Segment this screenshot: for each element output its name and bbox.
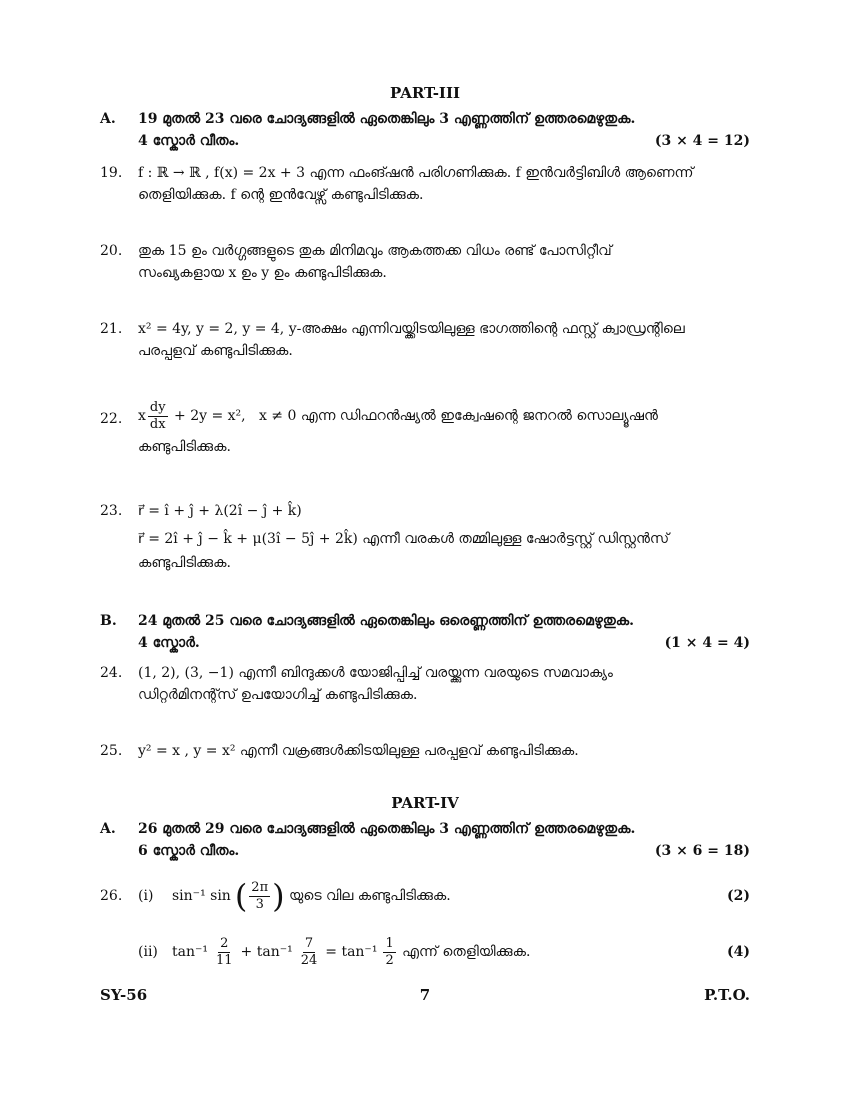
sub-question-label: (i): [138, 888, 154, 904]
line-equation-2: r⃗ = 2î + ĵ − k̂ + μ(3î − 5ĵ + 2k̂): [138, 531, 358, 547]
question-text: എന്ന് തെളിയിക്കുക.: [397, 944, 531, 960]
part-iii-section-b: [100, 610, 750, 658]
question-number: 24.: [100, 665, 123, 681]
fraction-numerator: dy: [149, 399, 166, 415]
question-text: എന്ന ഡിഫറൻഷ്യൽ ഇക്വേഷന്റെ ജനറൽ സൊല്യൂഷൻ: [296, 408, 658, 424]
part-iii-section-a: [100, 108, 750, 156]
question-26-ii: [100, 928, 750, 976]
section-label: A.: [100, 821, 116, 837]
section-instruction: 26 മുതൽ 29 വരെ ചോദ്യങ്ങളിൽ ഏതെങ്കിലും 3 എണ്ണത്തിന് ഉത്തരമെഴുതുക.: [138, 821, 636, 837]
section-instruction: 24 മുതൽ 25 വരെ ചോദ്യങ്ങളിൽ ഏതെങ്കിലും ഒരെണ്ണത്തിന് ഉത്തരമെഴുതുക.: [138, 613, 634, 629]
question-number: 19.: [100, 165, 123, 181]
curve-equations: y² = x , y = x²: [138, 743, 236, 759]
question-text: (1, 2), (3, −1) എന്നീ ബിന്ദുക്കൾ യോജിപ്പിച്ച് വരയ്ക്കുന്ന വരയുടെ സമവാക്യം: [138, 665, 613, 681]
question-text: കണ്ടുപിടിക്കുക.: [138, 439, 231, 455]
fraction-denominator: 24: [300, 952, 318, 968]
question-19: [100, 162, 750, 210]
part-iv-title: PART-IV: [391, 794, 459, 812]
derivative-fraction: [148, 400, 168, 433]
question-text: കണ്ടുപിടിക്കുക.: [138, 555, 231, 571]
question-text: യുടെ വില കണ്ടുപിടിക്കുക.: [284, 888, 451, 904]
section-score: 6 സ്കോർ വീതം.: [138, 843, 240, 859]
fraction-numerator: 2: [220, 935, 229, 951]
part-iv-section-a: [100, 818, 750, 866]
equations: x² = 4y, y = 2, y = 4, y-: [138, 321, 302, 337]
question-text: അക്ഷം എന്നിവയ്ക്കിടയിലുള്ള ഭാഗത്തിന്റെ ഫസ്റ്റ് ക്വാഡ്രന്റിലെ: [301, 321, 685, 337]
inverse-tan: tan⁻¹: [172, 944, 208, 960]
fraction-numerator: 1: [385, 935, 394, 951]
line-equation-1: r⃗ = î + ĵ + λ(2î − ĵ + k̂): [138, 503, 302, 519]
sub-question-label: (ii): [138, 944, 158, 960]
section-marks: (3 × 6 = 18): [654, 843, 750, 859]
inverse-tan: + tan⁻¹: [240, 944, 293, 960]
question-text: എന്നീ വക്രങ്ങൾക്കിടയിലുള്ള പരപ്പളവ് കണ്ടുപിടിക്കുക.: [235, 743, 579, 759]
fraction-denominator: 11: [216, 952, 233, 968]
fraction: [299, 936, 320, 969]
inverse-tan: = tan⁻¹: [325, 944, 378, 960]
angle-fraction: [249, 880, 270, 913]
question-marks: (4): [727, 944, 750, 960]
question-number: 26.: [100, 888, 123, 904]
question-text: എന്ന ഫംങ്ഷൻ പരിഗണിക്കുക. f ഇൻവർട്ടിബിൾ ആണെന്ന്: [305, 165, 694, 181]
fraction: [214, 936, 235, 969]
section-marks: (1 × 4 = 4): [664, 635, 750, 651]
question-26-i: [100, 872, 750, 920]
section-instruction: 19 മുതൽ 23 വരെ ചോദ്യങ്ങളിൽ ഏതെങ്കിലും 3 എണ്ണത്തിന് ഉത്തരമെഴുതുക.: [138, 111, 636, 127]
question-24: [100, 662, 750, 710]
fraction-denominator: 2: [385, 952, 394, 968]
page-number: 7: [419, 986, 431, 1004]
inverse-sine: sin⁻¹ sin: [172, 888, 231, 904]
question-number: 23.: [100, 503, 123, 519]
question-number: 20.: [100, 243, 123, 259]
section-score: 4 സ്കോർ.: [138, 635, 200, 651]
question-text: തുക 15 ഉം വർഗ്ഗങ്ങളുടെ തുക മിനിമവും ആകത്തക്ക വിധം രണ്ട് പോസിറ്റീവ്: [138, 243, 612, 259]
question-text: തെളിയിക്കുക. f ന്റെ ഇൻവേഴ്സ് കണ്ടുപിടിക്കുക.: [138, 187, 424, 203]
equation-rest: + 2y = x², x ≠ 0: [169, 408, 297, 424]
question-text: പരപ്പളവ് കണ്ടുപിടിക്കുക.: [138, 343, 293, 359]
question-text: ഡിറ്റർമിനന്റ്സ് ഉപയോഗിച്ച് കണ്ടുപിടിക്കുക.: [138, 687, 418, 703]
question-number: 25.: [100, 743, 123, 759]
question-marks: (2): [727, 888, 750, 904]
paper-code: SY-56: [100, 986, 148, 1004]
question-22: [100, 396, 750, 460]
fraction-denominator: 3: [255, 896, 264, 912]
fraction-numerator: 2π: [251, 879, 269, 895]
left-paren: (: [234, 877, 248, 915]
fraction-numerator: 7: [304, 935, 314, 951]
part-iii-title: PART-III: [390, 84, 460, 102]
question-text: സംഖ്യകളായ x ഉം y ഉം കണ്ടുപിടിക്കുക.: [138, 265, 387, 281]
question-number: 21.: [100, 321, 123, 337]
right-paren: ): [272, 877, 285, 915]
section-marks: (3 × 4 = 12): [654, 133, 750, 149]
question-25: [100, 740, 750, 764]
question-20: [100, 240, 750, 288]
question-number: 22.: [100, 411, 123, 427]
section-score: 4 സ്കോർ വീതം.: [138, 133, 240, 149]
fraction-denominator: dx: [149, 416, 166, 432]
question-21: [100, 318, 750, 366]
question-text: എന്നീ വരകൾ തമ്മിലുള്ള ഷോർട്ടസ്റ്റ് ഡിസ്റ്റൻസ്: [357, 531, 670, 547]
function-definition: f : ℝ → ℝ , f(x) = 2x + 3: [138, 165, 306, 181]
variable-x: x: [138, 408, 146, 424]
fraction: [383, 936, 395, 969]
section-label: A.: [100, 111, 116, 127]
section-label: B.: [100, 613, 117, 629]
question-23: [100, 496, 750, 576]
pto-note: P.T.O.: [704, 986, 750, 1004]
